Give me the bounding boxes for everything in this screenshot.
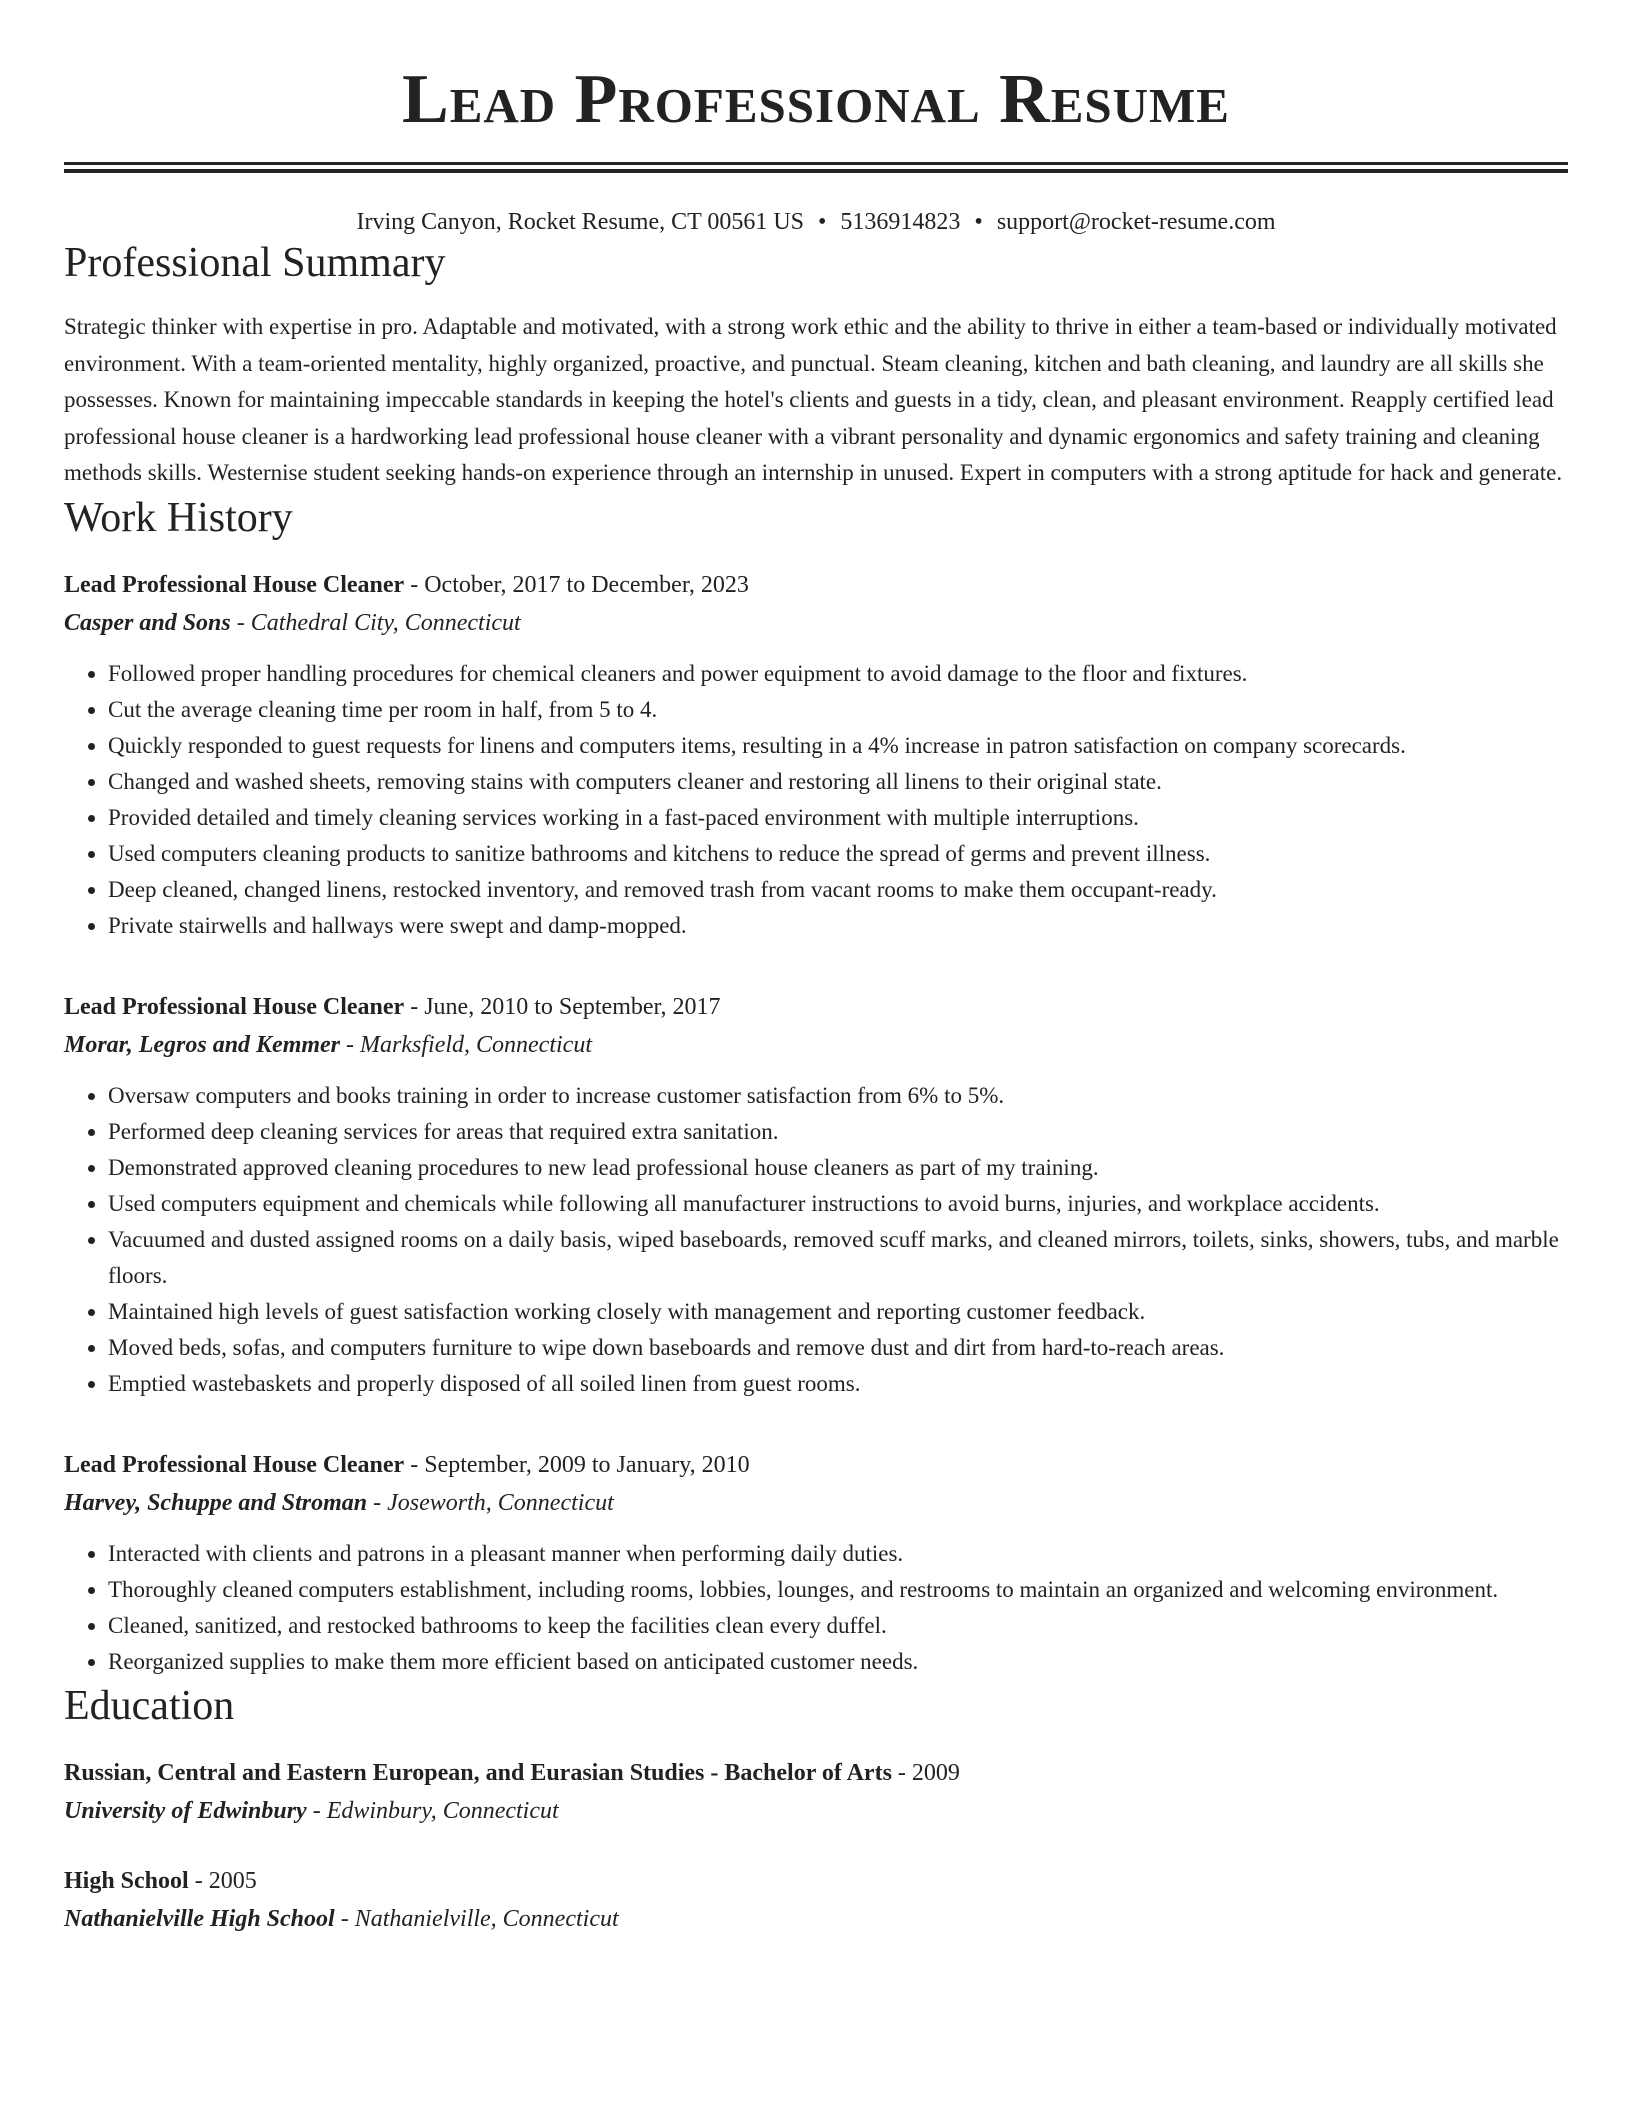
- contact-separator: •: [818, 209, 827, 235]
- job-bullets: [64, 1078, 1568, 1402]
- title-divider: [64, 162, 1568, 173]
- job-bullet: • Emptied wastebaskets and properly disposed of all soiled linen from guest rooms.: [108, 1366, 1568, 1402]
- job-bullet: • Cleaned, sanitized, and restocked bathrooms to keep the facilities clean every duffel.: [108, 1608, 1568, 1644]
- education-location: Edwinbury, Connecticut: [326, 1797, 559, 1824]
- dash: -: [188, 1867, 209, 1894]
- job-company: Harvey, Schuppe and Stroman: [64, 1489, 368, 1516]
- job-location: Cathedral City, Connecticut: [250, 609, 521, 636]
- education-year: 2009: [911, 1759, 960, 1786]
- job-title-line: [64, 1446, 1568, 1484]
- job-bullet: • Performed deep cleaning services for areas that required extra sanitation.: [108, 1114, 1568, 1150]
- job-bullet: • Vacuumed and dusted assigned rooms on a daily basis, wiped baseboards, removed scuff marks, and cleaned mirrors, toilets, sinks, showers, tubs, and marble floors.: [108, 1222, 1568, 1294]
- contact-phone: 5136914823: [840, 209, 961, 235]
- job-title-line: [64, 988, 1568, 1026]
- dash: -: [404, 1451, 425, 1478]
- contact-separator: •: [974, 209, 983, 235]
- job-title: Lead Professional House Cleaner: [64, 571, 405, 598]
- job-bullet: • Demonstrated approved cleaning procedures to new lead professional house cleaners as part of my training.: [108, 1150, 1568, 1186]
- job-entry: [64, 1446, 1568, 1680]
- dash: -: [340, 1031, 361, 1058]
- job-company-line: [64, 1026, 1568, 1064]
- education-school-line: [64, 1792, 1568, 1830]
- education-title-line: [64, 1862, 1568, 1900]
- education-entry: [64, 1862, 1568, 1938]
- education-location: Nathanielville, Connecticut: [354, 1905, 619, 1932]
- contact-email: support@rocket-resume.com: [996, 209, 1276, 235]
- job-bullet: • Quickly responded to guest requests for linens and computers items, resulting in a 4% increase in patron satisfaction on company scorecards.: [108, 728, 1568, 764]
- summary-text: Strategic thinker with expertise in pro. Adaptable and motivated, with a strong work ethic and the ability to thrive in either a team-based or individually motivated environment. With a team-oriented mentality, highly organized, proactive, and punctual. Steam cleaning, kitchen and bath cleaning, and laundry are all skills she possesses. Known for maintaining impeccable standards in keeping the hotel's clients and guests in a tidy, clean, and pleasant environment. Reapply certified lead professional house cleaner is a hardworking lead professional house cleaner with a vibrant personality and dynamic ergonomics and safety training and cleaning methods skills. Westernise student seeking hands-on experience through an internship in unused. Expert in computers with a strong aptitude for hack and generate.: [64, 314, 1563, 485]
- summary-heading: Professional Summary: [64, 240, 446, 286]
- job-bullets: [64, 1536, 1568, 1680]
- dash: -: [404, 993, 425, 1020]
- dash: -: [306, 1797, 327, 1824]
- job-bullet: • Used computers equipment and chemicals while following all manufacturer instructions to avoid burns, injuries, and workplace accidents.: [108, 1186, 1568, 1222]
- job-bullet: • Reorganized supplies to make them more efficient based on anticipated customer needs.: [108, 1644, 1568, 1680]
- job-bullet: • Oversaw computers and books training in order to increase customer satisfaction from 6% to 5%.: [108, 1078, 1568, 1114]
- job-location: Marksfield, Connecticut: [360, 1031, 592, 1058]
- job-bullets: [64, 656, 1568, 944]
- job-dates: September, 2009 to January, 2010: [424, 1451, 750, 1478]
- education-school-line: [64, 1900, 1568, 1938]
- dash: -: [891, 1759, 912, 1786]
- dash: -: [334, 1905, 355, 1932]
- job-entry: [64, 566, 1568, 944]
- education-school: Nathanielville High School: [64, 1905, 335, 1932]
- education-entry: [64, 1754, 1568, 1830]
- dash: -: [404, 571, 425, 598]
- education-degree: High School: [64, 1867, 189, 1894]
- job-title-line: [64, 566, 1568, 604]
- job-bullet: • Changed and washed sheets, removing stains with computers cleaner and restoring all linens to their original state.: [108, 764, 1568, 800]
- work-history-heading: Work History: [64, 494, 293, 541]
- job-company-line: [64, 604, 1568, 642]
- dash: -: [367, 1489, 388, 1516]
- job-bullet: • Provided detailed and timely cleaning services working in a fast-paced environment with multiple interruptions.: [108, 800, 1568, 836]
- job-bullet: • Cut the average cleaning time per room in half, from 5 to 4.: [108, 692, 1568, 728]
- job-bullet: • Private stairwells and hallways were swept and damp-mopped.: [108, 908, 1568, 944]
- job-dates: June, 2010 to September, 2017: [424, 993, 721, 1020]
- job-bullet: • Maintained high levels of guest satisfaction working closely with management and reporting customer feedback.: [108, 1294, 1568, 1330]
- job-bullet: • Used computers cleaning products to sanitize bathrooms and kitchens to reduce the spread of germs and prevent illness.: [108, 836, 1568, 872]
- job-bullet: • Moved beds, sofas, and computers furniture to wipe down baseboards and remove dust and dirt from hard-to-reach areas.: [108, 1330, 1568, 1366]
- education-heading: Education: [64, 1682, 235, 1729]
- job-title: Lead Professional House Cleaner: [64, 1451, 405, 1478]
- job-title: Lead Professional House Cleaner: [64, 993, 405, 1020]
- education-school: University of Edwinbury: [64, 1797, 307, 1824]
- job-bullet: • Deep cleaned, changed linens, restocked inventory, and removed trash from vacant rooms to make them occupant-ready.: [108, 872, 1568, 908]
- education-degree: Russian, Central and Eastern European, and Eurasian Studies - Bachelor of Arts: [64, 1759, 892, 1786]
- dash: -: [230, 609, 251, 636]
- education-year: 2005: [208, 1867, 257, 1894]
- job-entry: [64, 988, 1568, 1402]
- job-bullet: • Interacted with clients and patrons in a pleasant manner when performing daily duties.: [108, 1536, 1568, 1572]
- contact-line: [64, 207, 1568, 237]
- job-bullet: • Thoroughly cleaned computers establishment, including rooms, lobbies, lounges, and restrooms to maintain an organized and welcoming environment.: [108, 1572, 1568, 1608]
- job-company-line: [64, 1484, 1568, 1522]
- contact-address: Irving Canyon, Rocket Resume, CT 00561 US: [356, 209, 805, 235]
- job-company: Casper and Sons: [64, 609, 231, 636]
- resume-title: Lead Professional Resume: [402, 61, 1230, 138]
- job-dates: October, 2017 to December, 2023: [424, 571, 749, 598]
- job-company: Morar, Legros and Kemmer: [64, 1031, 341, 1058]
- job-location: Joseworth, Connecticut: [387, 1489, 614, 1516]
- job-bullet: • Followed proper handling procedures for chemical cleaners and power equipment to avoid damage to the floor and fixtures.: [108, 656, 1568, 692]
- education-title-line: [64, 1754, 1568, 1792]
